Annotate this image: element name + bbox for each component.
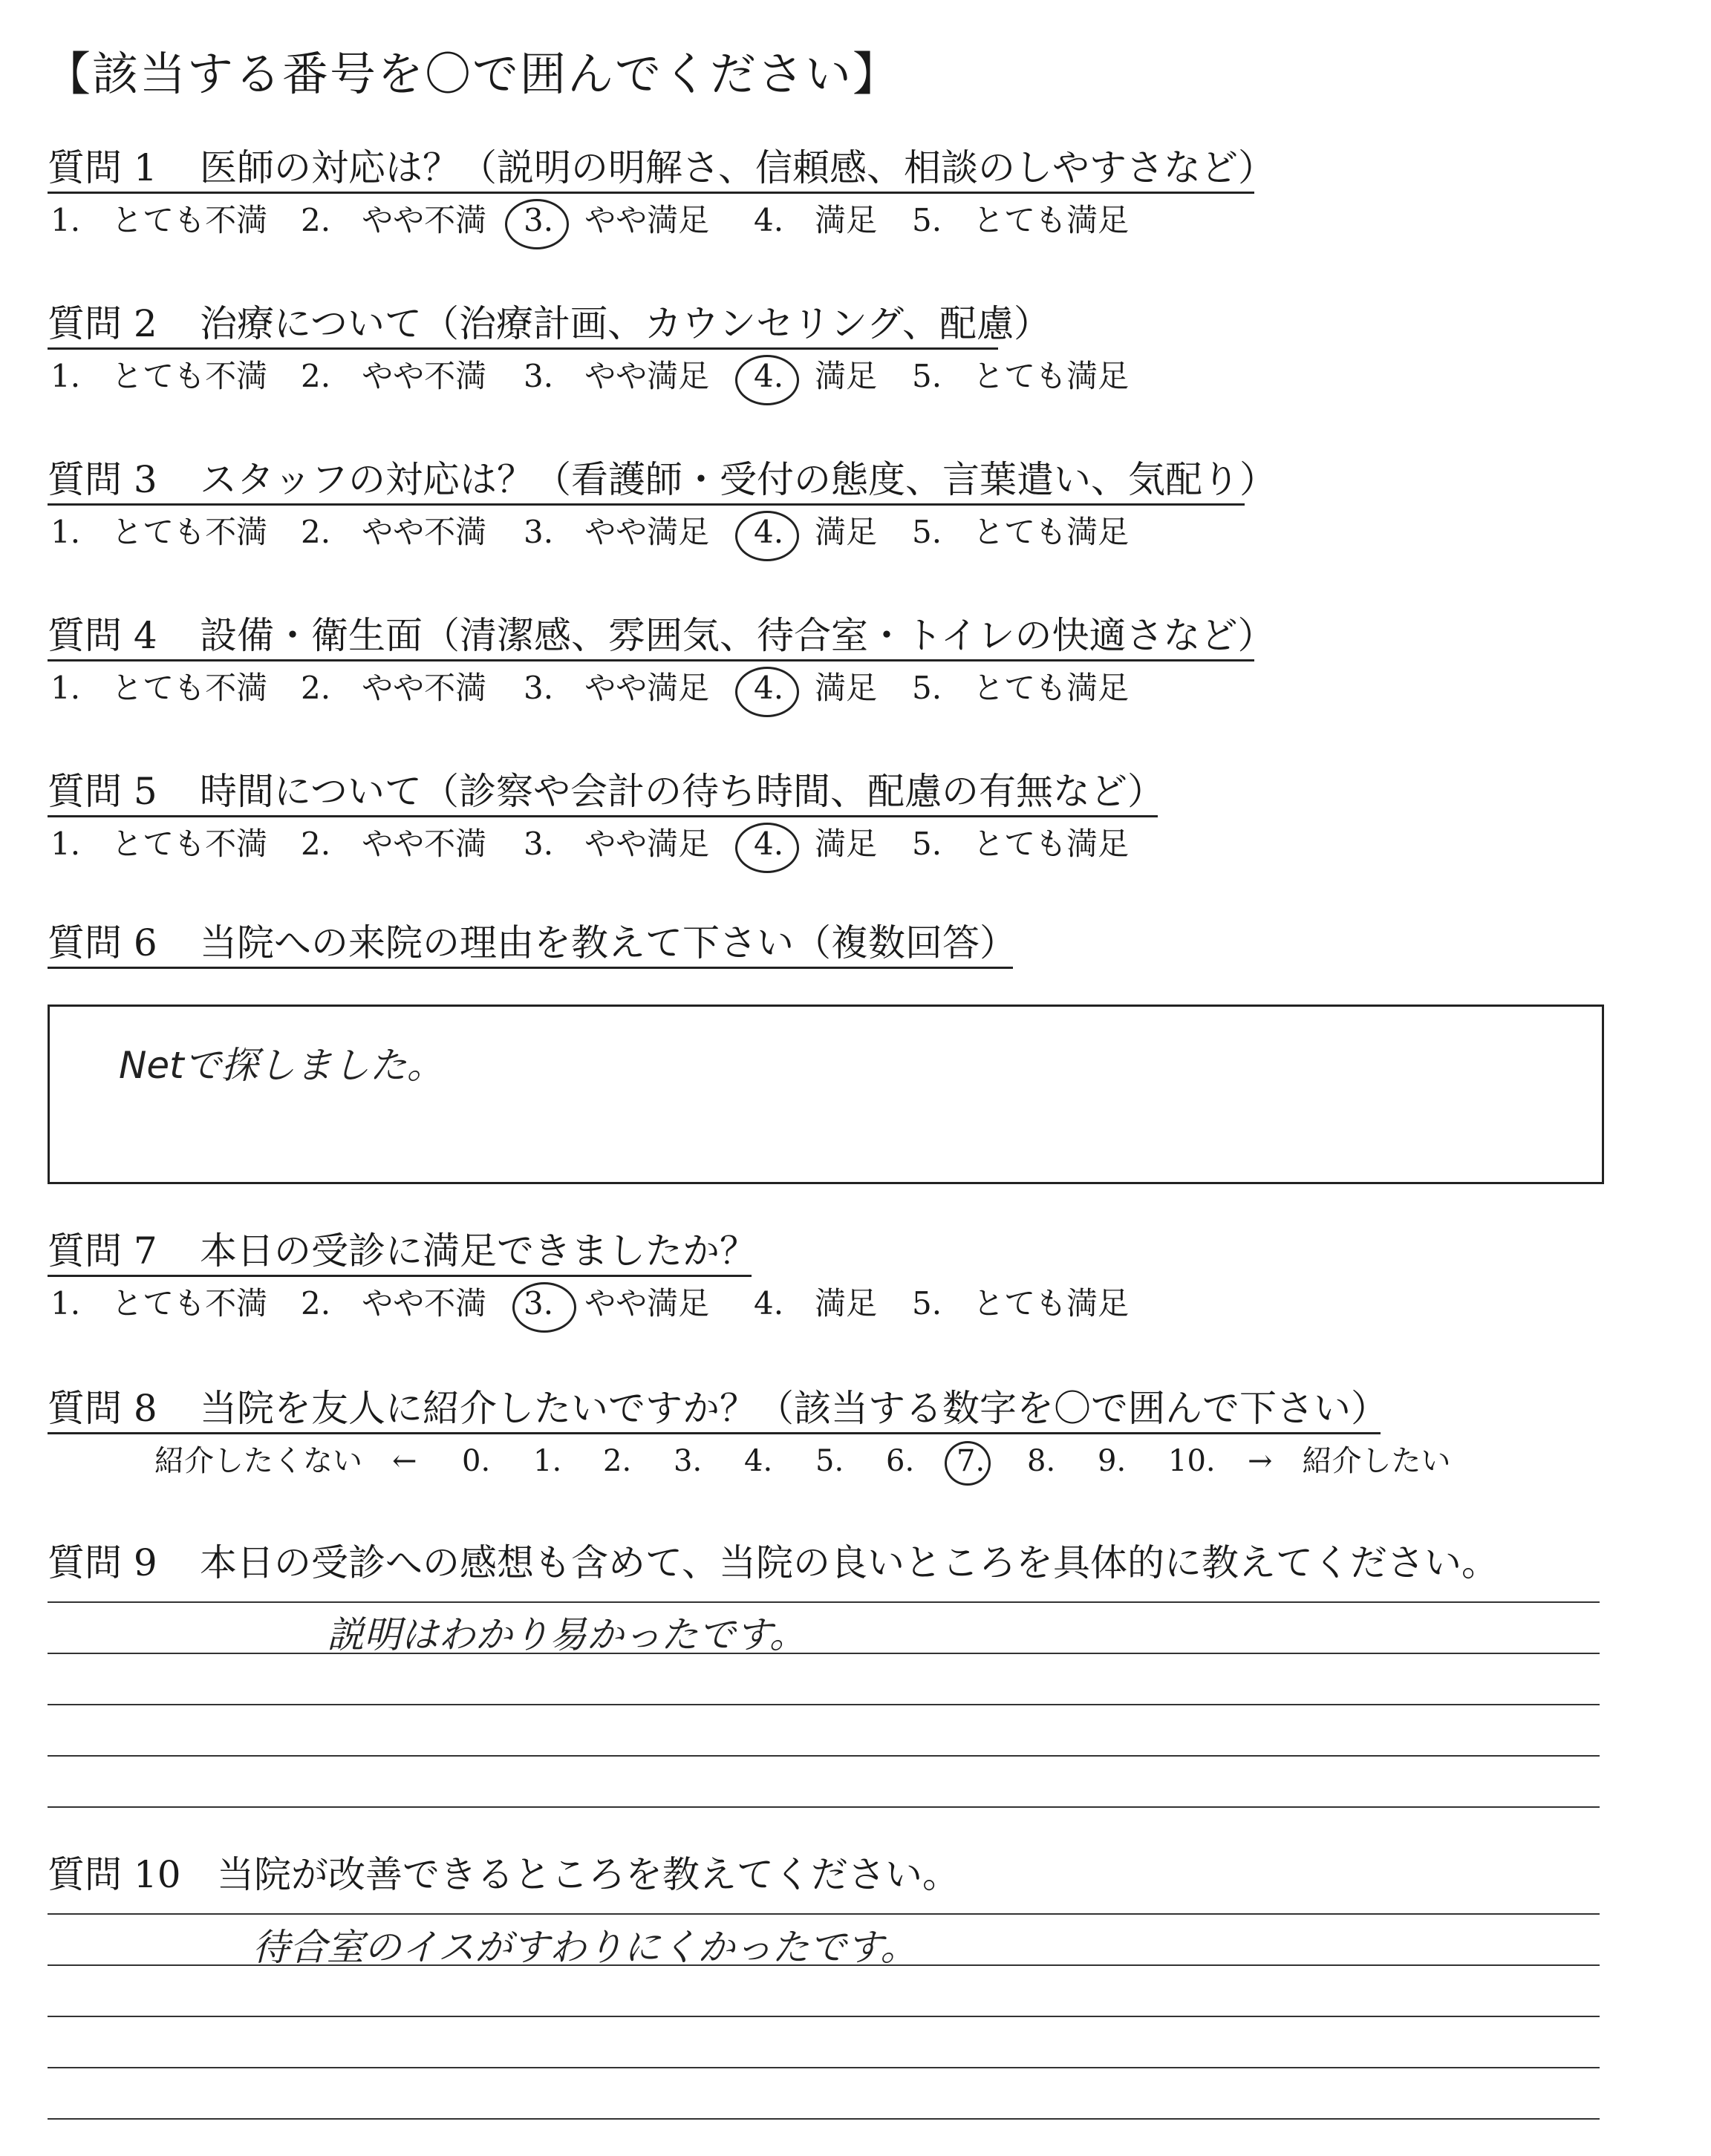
question-9-number: 質問 9 xyxy=(48,1541,157,1584)
q8-scale-4[interactable]: 4. xyxy=(744,1444,773,1478)
q4-selection-circle xyxy=(735,667,799,717)
q8-scale-10[interactable]: 10. xyxy=(1168,1444,1216,1478)
q8-scale-1[interactable]: 1. xyxy=(533,1444,562,1478)
q2-option-5[interactable]: 5. とても満足 xyxy=(912,358,1130,394)
q8-left-label: 紹介したくない ← xyxy=(154,1444,417,1478)
question-9-answer: 説明はわかり易かったです。 xyxy=(327,1613,806,1656)
q2-option-1[interactable]: 1. とても不満 xyxy=(50,358,268,394)
q10-answer-line-4 xyxy=(48,2067,1600,2068)
q2-option-2[interactable]: 2. やや不満 xyxy=(301,358,487,394)
question-1 xyxy=(48,146,1275,190)
q3-option-2[interactable]: 2. やや不満 xyxy=(301,514,487,550)
question-6-answer-box[interactable] xyxy=(48,1004,1604,1184)
question-1-text: 医師の対応は？（説明の明解さ、信頼感、相談のしやすさなど） xyxy=(200,146,1275,189)
question-8-text: 当院を友人に紹介したいですか？（該当する数字を〇で囲んで下さい） xyxy=(200,1387,1388,1430)
question-3-number: 質問 3 xyxy=(48,458,157,501)
q5-option-4[interactable]: 4. 満足 xyxy=(754,826,878,862)
q9-answer-line-3 xyxy=(48,1704,1600,1705)
q10-answer-line-5 xyxy=(48,2118,1600,2120)
q5-option-3[interactable]: 3. やや満足 xyxy=(524,826,710,862)
q8-scale-9[interactable]: 9. xyxy=(1098,1444,1127,1478)
question-5-options xyxy=(0,826,1711,866)
q8-scale-7[interactable]: 7. xyxy=(956,1444,985,1478)
q7-option-1[interactable]: 1. とても不満 xyxy=(50,1285,268,1322)
question-2 xyxy=(48,301,1051,346)
question-2-number: 質問 2 xyxy=(48,302,157,345)
question-10-number: 質問 10 xyxy=(48,1853,181,1896)
q3-option-3[interactable]: 3. やや満足 xyxy=(524,514,710,550)
q4-option-5[interactable]: 5. とても満足 xyxy=(912,670,1130,706)
q5-option-2[interactable]: 2. やや不満 xyxy=(301,826,487,862)
question-4-number: 質問 4 xyxy=(48,614,157,657)
q1-option-1[interactable]: 1. とても不満 xyxy=(50,202,268,238)
question-5-underline xyxy=(48,815,1158,817)
q8-scale-2[interactable]: 2. xyxy=(603,1444,632,1478)
q3-selection-circle xyxy=(735,511,799,561)
q7-option-5[interactable]: 5. とても満足 xyxy=(912,1285,1130,1322)
q8-scale-8[interactable]: 8. xyxy=(1027,1444,1056,1478)
question-10-text: 当院が改善できるところを教えてください。 xyxy=(217,1853,959,1896)
question-8-number: 質問 8 xyxy=(48,1387,157,1430)
question-1-options xyxy=(0,202,1711,242)
question-8 xyxy=(48,1386,1388,1431)
q8-right-label: → 紹介したい xyxy=(1248,1444,1451,1478)
q1-option-5[interactable]: 5. とても満足 xyxy=(912,202,1130,238)
question-4-underline xyxy=(48,659,1254,662)
q7-option-3[interactable]: 3. やや満足 xyxy=(524,1285,710,1322)
q3-option-4[interactable]: 4. 満足 xyxy=(754,514,878,550)
question-2-underline xyxy=(48,347,998,350)
question-5-text: 時間について（診察や会計の待ち時間、配慮の有無など） xyxy=(200,770,1164,813)
q9-answer-line-1 xyxy=(48,1601,1600,1603)
question-4 xyxy=(48,613,1275,658)
question-2-options xyxy=(0,358,1711,398)
question-3-options xyxy=(0,514,1711,554)
q8-selection-circle xyxy=(945,1441,991,1486)
question-7 xyxy=(48,1229,757,1273)
q1-option-2[interactable]: 2. やや不満 xyxy=(301,202,487,238)
question-6-underline xyxy=(48,967,1013,969)
question-9-text: 本日の受診への感想も含めて、当院の良いところを具体的に教えてください。 xyxy=(200,1541,1499,1584)
question-5-number: 質問 5 xyxy=(48,770,157,813)
q1-selection-circle xyxy=(505,199,569,249)
q4-option-4[interactable]: 4. 満足 xyxy=(754,670,878,706)
q8-scale-3[interactable]: 3. xyxy=(674,1444,703,1478)
question-10 xyxy=(48,1852,959,1897)
question-6 xyxy=(48,921,1017,965)
question-5 xyxy=(48,769,1164,814)
q9-answer-line-2 xyxy=(48,1653,1600,1654)
q2-option-3[interactable]: 3. やや満足 xyxy=(524,358,710,394)
question-1-number: 質問 1 xyxy=(48,146,157,189)
question-8-underline xyxy=(48,1432,1381,1434)
q5-option-5[interactable]: 5. とても満足 xyxy=(912,826,1130,862)
q8-scale-0[interactable]: 0. xyxy=(462,1444,491,1478)
q4-option-1[interactable]: 1. とても不満 xyxy=(50,670,268,706)
question-7-text: 本日の受診に満足できましたか？ xyxy=(200,1229,757,1273)
question-1-underline xyxy=(48,192,1254,194)
question-6-text: 当院への来院の理由を教えて下さい（複数回答） xyxy=(200,921,1017,964)
q3-option-1[interactable]: 1. とても不満 xyxy=(50,514,268,550)
question-9 xyxy=(48,1541,1499,1585)
question-2-text: 治療について（治療計画、カウンセリング、配慮） xyxy=(200,302,1051,345)
q9-answer-line-4 xyxy=(48,1755,1600,1757)
q7-selection-circle xyxy=(512,1282,576,1333)
question-7-underline xyxy=(48,1275,752,1277)
q10-answer-line-3 xyxy=(48,2016,1600,2017)
q1-option-4[interactable]: 4. 満足 xyxy=(754,202,878,238)
q1-option-3[interactable]: 3. やや満足 xyxy=(524,202,710,238)
q7-option-4[interactable]: 4. 満足 xyxy=(754,1285,878,1322)
q8-scale-6[interactable]: 6. xyxy=(886,1444,915,1478)
question-7-options xyxy=(0,1285,1711,1325)
question-4-text: 設備・衛生面（清潔感、雰囲気、待合室・トイレの快適さなど） xyxy=(200,614,1275,657)
question-10-answer: 待合室のイスがすわりにくかったです。 xyxy=(252,1926,918,1969)
question-6-answer: Netで探しました。 xyxy=(119,1044,444,1087)
question-8-scale xyxy=(0,1443,1711,1483)
q5-option-1[interactable]: 1. とても不満 xyxy=(50,826,268,862)
question-3-underline xyxy=(48,503,1245,506)
q3-option-5[interactable]: 5. とても満足 xyxy=(912,514,1130,550)
q2-selection-circle xyxy=(735,355,799,405)
q2-option-4[interactable]: 4. 満足 xyxy=(754,358,878,394)
question-4-options xyxy=(0,670,1711,710)
q4-option-3[interactable]: 3. やや満足 xyxy=(524,670,710,706)
q4-option-2[interactable]: 2. やや不満 xyxy=(301,670,487,706)
question-3 xyxy=(48,457,1277,502)
question-6-number: 質問 6 xyxy=(48,921,157,964)
q7-option-2[interactable]: 2. やや不満 xyxy=(301,1285,487,1322)
question-7-number: 質問 7 xyxy=(48,1229,157,1273)
form-title: 【該当する番号を〇で囲んでください】 xyxy=(45,47,901,101)
q9-answer-line-5 xyxy=(48,1806,1600,1808)
q8-scale-5[interactable]: 5. xyxy=(815,1444,844,1478)
q5-selection-circle xyxy=(735,823,799,873)
q10-answer-line-1 xyxy=(48,1913,1600,1915)
question-3-text: スタッフの対応は？（看護師・受付の態度、言葉遣い、気配り） xyxy=(200,458,1277,501)
